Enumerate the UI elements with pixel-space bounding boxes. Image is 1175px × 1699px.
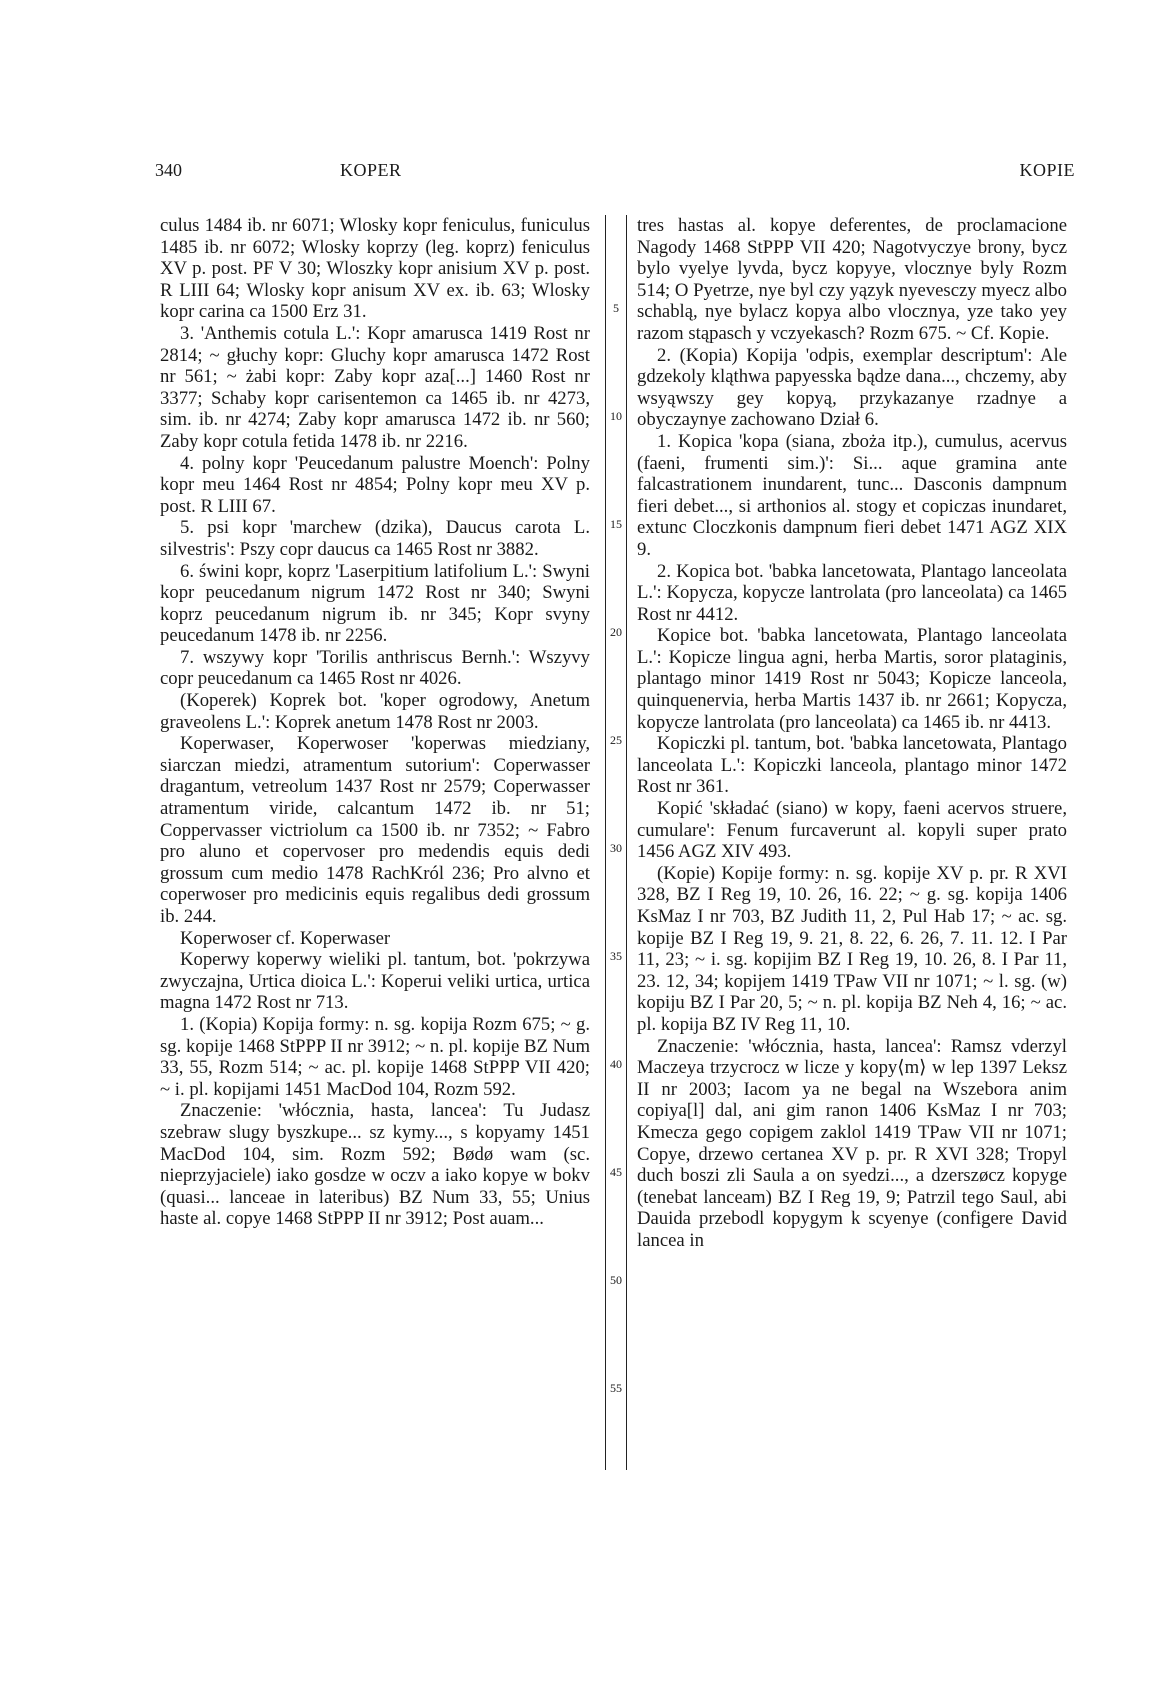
entry-paragraph: 1. Kopica 'kopa (siana, zboża itp.), cumulus, acervus (faeni, frumenti sim.)': Si... aque gramina ante falcastrationem inundarent, tunc... Dasconis dampnum fieri debet..., si arthonios al. stogy et copiczas inundaret, extunc Cloczkonis dampnum fieri debet 1471 AGZ XIX 9.: [637, 430, 1067, 560]
entry-paragraph: Kopiczki pl. tantum, bot. 'babka lancetowata, Plantago lanceolata L.': Kopiczki lanceola, plantago minor 1472 Rost nr 361.: [637, 733, 1067, 798]
running-head-left: KOPER: [340, 160, 402, 180]
entry-paragraph: tres hastas al. kopye deferentes, de proclamacione Nagody 1468 StPPP VII 420; Nagotvyczye brony, bycz bylo vyelye lyvda, bycz kopyye, vlocznye byly Rozm 514; O Pyetrze, nye byl czy yązyk nyevesczy myecz albo schablą, nye bylacz kopya albo vlocznya, yze tako yey razom stąpasch y vczyekasch? Rozm 675. ~ Cf. Kopie.: [637, 215, 1067, 344]
line-number: 35: [610, 949, 622, 963]
entry-paragraph: Kopić 'składać (siano) w kopy, faeni acervos struere, cumulare': Fenum furcaverunt al. kopyli super prato 1456 AGZ XIV 493.: [637, 798, 1067, 863]
entry-paragraph: 6. świni kopr, koprz 'Laserpitium latifolium L.': Swyni kopr peucedanum nigrum 1472 Rost nr 340; Swyni koprz peucedanum nigrum ib. nr 345; Kopr svyny peucedanum 1478 ib. nr 2256.: [160, 560, 590, 647]
entry-paragraph: 7. wszywy kopr 'Torilis anthriscus Bernh.': Wszyvy copr peucedanum ca 1465 Rost nr 4026.: [160, 646, 590, 690]
entry-paragraph: 4. polny kopr 'Peucedanum palustre Moench': Polny kopr meu 1464 Rost nr 4854; Polny kopr meu XV p. post. R LIII 67.: [160, 452, 590, 517]
page-number: 340: [155, 160, 182, 180]
entry-paragraph: (Kopie) Kopije formy: n. sg. kopije XV p. pr. R XVI 328, BZ I Reg 19, 10. 26, 16. 22; ~ g. sg. kopija 1406 KsMaz I nr 703, BZ Judith 11, 2, Pul Hab 17; ~ ac. sg. kopije BZ I Reg 19, 9. 21, 8. 22, 6. 26, 7. 11. 12. I Par 11, 23; ~ i. sg. kopijim BZ I Reg 19, 10. 26, 8. I Par 11, 23. 12, 34; kopijem 1419 TPaw VII nr 1071; ~ l. sg. (w) kopiju BZ I Par 20, 5; ~ n. pl. kopija BZ Neh 4, 16; ~ ac. pl. kopija BZ IV Reg 11, 10.: [637, 862, 1067, 1035]
line-number: 5: [613, 301, 619, 315]
line-number: 25: [610, 733, 622, 747]
entry-paragraph: culus 1484 ib. nr 6071; Wlosky kopr feniculus, funiculus 1485 ib. nr 6072; Wlosky koprzy (leg. koprz) feniculus XV p. post. PF V 30; Wloszky kopr anisium XV p. post. R LIII 64; Wlosky kopr anisum XV ex. ib. 63; Wlosky kopr carina ca 1500 Erz 31.: [160, 215, 590, 323]
entry-paragraph: 2. (Kopia) Kopija 'odpis, exemplar descriptum': Ale gdzekoly kląthwa papyesska bądze dana..., chczemy, aby wsyąwszy gey kopyą, przykazanye rzadnye a obyczaynye zachowano Dział 6.: [637, 344, 1067, 431]
line-number: 10: [610, 409, 622, 423]
entry-paragraph: 1. (Kopia) Kopija formy: n. sg. kopija Rozm 675; ~ g. sg. kopije 1468 StPPP II nr 3912; ~ n. pl. kopije BZ Num 33, 55, Rozm 514; ~ ac. pl. kopije 1468 StPPP VII 420; ~ i. pl. kopijami 1451 MacDod 104, Rozm 592.: [160, 1013, 590, 1100]
page-header: [155, 160, 1075, 184]
entry-paragraph: Koperwy koperwy wieliki pl. tantum, bot. 'pokrzywa zwyczajna, Urtica dioica L.': Koperui veliki urtica, urtica magna 1472 Rost nr 713.: [160, 949, 590, 1014]
left-column: [160, 215, 590, 1230]
line-number: 45: [610, 1165, 622, 1179]
line-number: 55: [610, 1381, 622, 1395]
line-number: 20: [610, 625, 622, 639]
entry-paragraph: Koperwoser cf. Koperwaser: [180, 927, 391, 949]
entry-paragraph: 5. psi kopr 'marchew (dzika), Daucus carota L. silvestris': Pszy copr daucus ca 1465 Rost nr 3882.: [160, 517, 590, 560]
line-number: 15: [610, 517, 622, 531]
running-head-right: KOPIE: [1019, 160, 1075, 180]
line-number-gutter: [606, 215, 626, 1475]
entry-paragraph: Znaczenie: 'włócznia, hasta, lancea': Ramsz vderzyl Maczeya trzycrocz w licze y kopy⟨m⟩ w lep 1397 Leksz II nr 2003; Iacom ya ne begal na Wszebora anim copiya[l] dal, ani gim ranon 1406 KsMaz I nr 703; Kmecza gego copigem zaklol 1419 TPaw VII nr 1071; Copye, drzewo certanea XV p. pr. R XVI 328; Tropyl duch boszi zli Saula a on syedzi..., a dzerszøcz kopyge (tenebat lanceam) BZ I Reg 19, 9; Patrzil tego Saul, abi Dauida przebodl kopygym k scyenye (configere David lancea in: [637, 1035, 1067, 1251]
right-column: [637, 215, 1067, 1252]
entry-paragraph: Koperwaser, Koperwoser 'koperwas miedziany, siarczan miedzi, atramentum sutorium': Coperwasser dragantum, vetreolum 1437 Rost nr 2579; Coperwasser atramentum viride, calcantum 1472 ib. nr 51; Coppervasser victriolum ca 1500 ib. nr 7352; ~ Fabro pro aluno et copervoser pro medendis equis dedi grossum cum medio 1478 RachKról 236; Pro alvno et coperwoser pro medicinis equis regalibus dedi grossum ib. 244.: [160, 733, 590, 927]
line-number: 50: [610, 1273, 622, 1287]
entry-paragraph: (Koperek) Koprek bot. 'koper ogrodowy, Anetum graveolens L.': Koprek anetum 1478 Rost nr 2003.: [160, 690, 590, 733]
entry-paragraph: Kopice bot. 'babka lancetowata, Plantago lanceolata L.': Kopicze lingua agni, herba Martis, soror plataginis, plantago minor 1419 Rost nr 5043; Kopicze lanceola, quinquenervia, herba Martis 1437 ib. nr 2661; Kopycza, kopycze lantrolata (pro lanceolata) ca 1465 ib. nr 4413.: [637, 625, 1067, 733]
entry-paragraph: Znaczenie: 'włócznia, hasta, lancea': Tu Judasz szebraw slugy byszkupe... sz kymy..., s kopyamy 1451 MacDod 104, sim. Rozm 592; Bødø wam (sc. nieprzyjaciele) iako gosdze w oczv a iako kopye w bokv (quasi... lanceae in lateribus) BZ Num 33, 55; Unius haste al. copye 1468 StPPP II nr 3912; Post auam...: [160, 1100, 590, 1230]
entry-paragraph: 2. Kopica bot. 'babka lancetowata, Plantago lanceolata L.': Kopycza, kopycze lantrolata (pro lanceolata) ca 1465 Rost nr 4412.: [637, 560, 1067, 625]
entry-paragraph: 3. 'Anthemis cotula L.': Kopr amarusca 1419 Rost nr 2814; ~ głuchy kopr: Gluchy kopr amarusca 1472 Rost nr 561; ~ żabi kopr: Zaby kopr aza[...] 1460 Rost nr 3377; Schaby kopr carisentemon ca 1465 ib. nr 4273, sim. ib. nr 4274; Zaby kopr amarusca 1472 ib. nr 560; Zaby kopr cotula fetida 1478 ib. nr 2216.: [160, 322, 590, 452]
column-rule-right: [626, 215, 627, 1470]
line-number: 30: [610, 841, 622, 855]
line-number: 40: [610, 1057, 622, 1071]
